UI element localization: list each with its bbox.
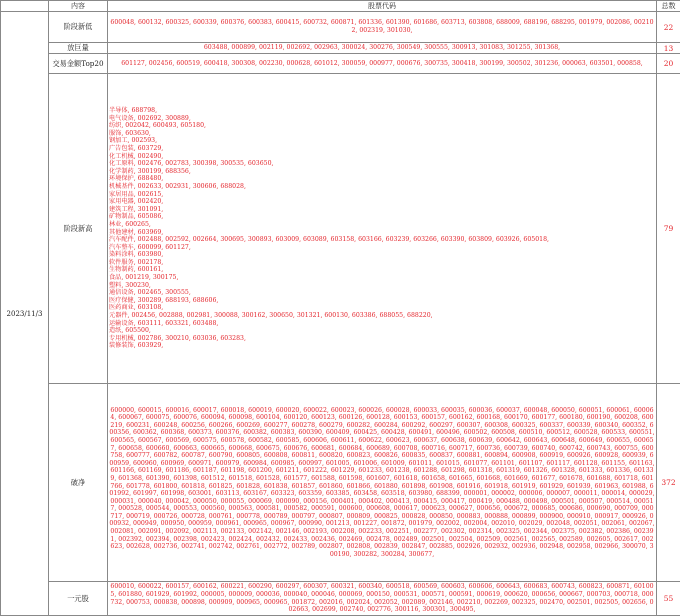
total-cell: 20	[657, 54, 680, 74]
total-cell: 372	[657, 384, 680, 582]
industry-line: 造纸, 605500,	[109, 327, 655, 335]
industry-line: 软件服务, 002178,	[109, 259, 655, 267]
codes-cell: 601127, 002456, 600519, 600418, 300308, 002230, 000628, 601012, 300059, 000977, 000676, 300735, 300418, 300199, 300502, 301236, 000063, 603501, 000858,	[108, 54, 657, 74]
industry-line: 建筑工程, 301091,	[109, 206, 655, 214]
industry-list-cell	[108, 74, 657, 384]
table-row	[1, 384, 680, 582]
industry-line: 运输设备, 603111, 603321, 603488,	[109, 320, 655, 328]
industry-line: 元器件, 002456, 002888, 002981, 300088, 300162, 300650, 301321, 600130, 603386, 688055, 688220,	[109, 312, 655, 320]
industry-line: 家用电器, 002420,	[109, 198, 655, 206]
industry-line: 其他建材, 603969,	[109, 229, 655, 237]
industry-line: 半导体, 688798,	[109, 107, 655, 115]
table-row	[1, 54, 680, 74]
industry-line: 染料涂料, 603980,	[109, 251, 655, 259]
industry-line: 化工原料, 002476, 002783, 300398, 300535, 603650,	[109, 160, 655, 168]
industry-line: 通信设备, 002465, 300555,	[109, 289, 655, 297]
industry-line: 食品, 001219, 300175,	[109, 274, 655, 282]
total-cell: 79	[657, 74, 680, 384]
total-cell: 13	[657, 43, 680, 54]
table-row	[1, 582, 680, 616]
industry-line: 机械基件, 002633, 002931, 300606, 688028,	[109, 183, 655, 191]
category-cell: 破净	[49, 384, 108, 582]
industry-line: 家居用品, 002615,	[109, 191, 655, 199]
header-row	[1, 1, 680, 12]
date-cell: 2023/11/3	[1, 12, 49, 616]
industry-line: 生物制药, 600161,	[109, 266, 655, 274]
category-cell: 一元股	[49, 582, 108, 616]
table-row	[1, 74, 680, 384]
industry-line: 林业, 600265,	[109, 221, 655, 229]
category-cell: 放巨量	[49, 43, 108, 54]
industry-line: 汽车配件, 002488, 002592, 002664, 300695, 300893, 603009, 603089, 603158, 603166, 603239, 603266, 603390, 603809, 603926, 605018,	[109, 236, 655, 244]
header-content: 内容	[49, 1, 108, 12]
codes-cell: 600010, 600022, 600157, 600162, 600221, 600290, 600297, 600307, 600321, 600340, 600518, 600569, 600603, 600606, 600643, 600683, 600743, 600823, 600871, 601005, 601880, 601929, 601992, 000005, 000009, 000036, 000040, 000046, 000069, 000150, 000531, 000571, 000591, 000619, 000620, 000656, 000667, 000703, 000718, 000732, 000753, 000838, 000898, 000909, 000965, 000965, 001872, 002016, 002024, 002052, 002089, 002146, 002210, 002269, 002325, 002470, 002501, 002505, 002656, 002663, 002699, 002740, 002776, 300116, 300301, 300495,	[108, 582, 657, 616]
industry-line: 化学制药, 300199, 688356,	[109, 168, 655, 176]
table-row	[1, 43, 680, 54]
industry-line: 汽车整车, 600099, 601127,	[109, 244, 655, 252]
industry-line: 纺织, 002042, 600493, 605180,	[109, 122, 655, 130]
category-cell: 阶段新高	[49, 74, 108, 384]
codes-cell: 600048, 600132, 600325, 600339, 600376, 600383, 600415, 600732, 600871, 601336, 601390, 601686, 603713, 603808, 688009, 688196, 688295, 001979, 002086, 002102, 002319, 301030,	[108, 12, 657, 43]
industry-line: 服饰, 603630,	[109, 130, 655, 138]
industry-line: 塑料, 300230,	[109, 282, 655, 290]
industry-line: 钢加工, 002593,	[109, 137, 655, 145]
industry-line: 医药商业, 603108,	[109, 304, 655, 312]
header-total: 总数	[657, 1, 680, 12]
codes-cell: 603488, 000899, 002119, 002692, 002963, 300024, 300276, 300549, 300555, 300913, 301083, 301255, 301368,	[108, 43, 657, 54]
industry-line: 环境保护, 688480,	[109, 175, 655, 183]
industry-line: 专用机械, 002786, 300210, 603036, 603283,	[109, 335, 655, 343]
header-blank	[1, 1, 49, 12]
total-cell: 55	[657, 582, 680, 616]
industry-line: 装修装饰, 603929,	[109, 342, 655, 350]
industry-line: 电气设备, 002692, 300889,	[109, 115, 655, 123]
industry-line: 广告包装, 603729,	[109, 145, 655, 153]
codes-cell: 600000, 600015, 600016, 600017, 600018, 600019, 600020, 600022, 600023, 600026, 600028, 600033, 600035, 600036, 600037, 600048, 600050, 600051, 600061, 600064, 600067, 600075, 600076, 600094, 600098, 600104, 600120, 600123, 600126, 600128, 600153, 600157, 600162, 600168, 600170, 600177, 600180, 600190, 600208, 600219, 600231, 600248, 600256, 600266, 600269, 600277, 600278, 600279, 600282, 600284, 600292, 600297, 600307, 600308, 600325, 600337, 600339, 600340, 600352, 600356, 600362, 600368, 600373, 600376, 600382, 600383, 600390, 600409, 600425, 600428, 600491, 600496, 600502, 600508, 600510, 600512, 600528, 600533, 600551, 600565, 600567, 600569, 600575, 600578, 600582, 600585, 600606, 600611, 600622, 600623, 600637, 600638, 600639, 600642, 600643, 600648, 600649, 600655, 600657, 600658, 600660, 600663, 600665, 600668, 600675, 600676, 600681, 600684, 600689, 600708, 600716, 600717, 600736, 600739, 600740, 600742, 600743, 600755, 600758, 600777, 600782, 600787, 600790, 600805, 600808, 600811, 600820, 600823, 600826, 600835, 600837, 600881, 600894, 600908, 600919, 600926, 600928, 600939, 600959, 600960, 600969, 600971, 600979, 600984, 600985, 600997, 601005, 601006, 601009, 601011, 601015, 601077, 601101, 601107, 601117, 601128, 601155, 601163, 601166, 601169, 601186, 601187, 601198, 601200, 601211, 601222, 601229, 601233, 601238, 601288, 601298, 601318, 601319, 601326, 601328, 601333, 601336, 601339, 601368, 601390, 601398, 601512, 601518, 601528, 601577, 601588, 601598, 601607, 601618, 601658, 601665, 601668, 601669, 601677, 601678, 601688, 601718, 601766, 601778, 601800, 601818, 601825, 601828, 601838, 601857, 601860, 601866, 601880, 601898, 601908, 601916, 601918, 601919, 601929, 601939, 601963, 601988, 601992, 601997, 601998, 603001, 603113, 603167, 603323, 603359, 603385, 603458, 603518, 603980, 688399, 000001, 000002, 000006, 000007, 000011, 000014, 000029, 000031, 000040, 000042, 000050, 000055, 000069, 000090, 000156, 000401, 000402, 000413, 000415, 000417, 000419, 000488, 000498, 000501, 000507, 000514, 000517, 000528, 000544, 000553, 000560, 000563, 000581, 000582, 000591, 000600, 000608, 000617, 000623, 000627, 000656, 000672, 000685, 000686, 000690, 000709, 000717, 000719, 000726, 000728, 000761, 000778, 000789, 000797, 000807, 000809, 000825, 000828, 000850, 000883, 000888, 000899, 000900, 000910, 000917, 000926, 000932, 000949, 000950, 000959, 000961, 000965, 000967, 000990, 001213, 001227, 001872, 001979, 002002, 002004, 002010, 002029, 002048, 002051, 002061, 002067, 002081, 002091, 002092, 002113, 002133, 002142, 002146, 002193, 002208, 002233, 002251, 002277, 002302, 002314, 002325, 002344, 002375, 002382, 002386, 002391, 002392, 002394, 002398, 002423, 002424, 002432, 002433, 002436, 002469, 002478, 002489, 002501, 002504, 002509, 002561, 002565, 002589, 002605, 002617, 002623, 002628, 002736, 002741, 002742, 002761, 002772, 002789, 002807, 002808, 002839, 002847, 002885, 002926, 002932, 002936, 002948, 002958, 002966, 300070, 300190, 300282, 300284, 300677,	[108, 384, 657, 582]
total-cell: 22	[657, 12, 680, 43]
header-stock-code: 股票代码	[108, 1, 657, 12]
table-row	[1, 12, 680, 43]
industry-line: 医疗保健, 300289, 688193, 688606,	[109, 297, 655, 305]
category-cell: 交易金额Top20	[49, 54, 108, 74]
industry-line: 化工机械, 002490,	[109, 153, 655, 161]
category-cell: 阶段新低	[49, 12, 108, 43]
industry-line: 矿物制品, 605086,	[109, 213, 655, 221]
